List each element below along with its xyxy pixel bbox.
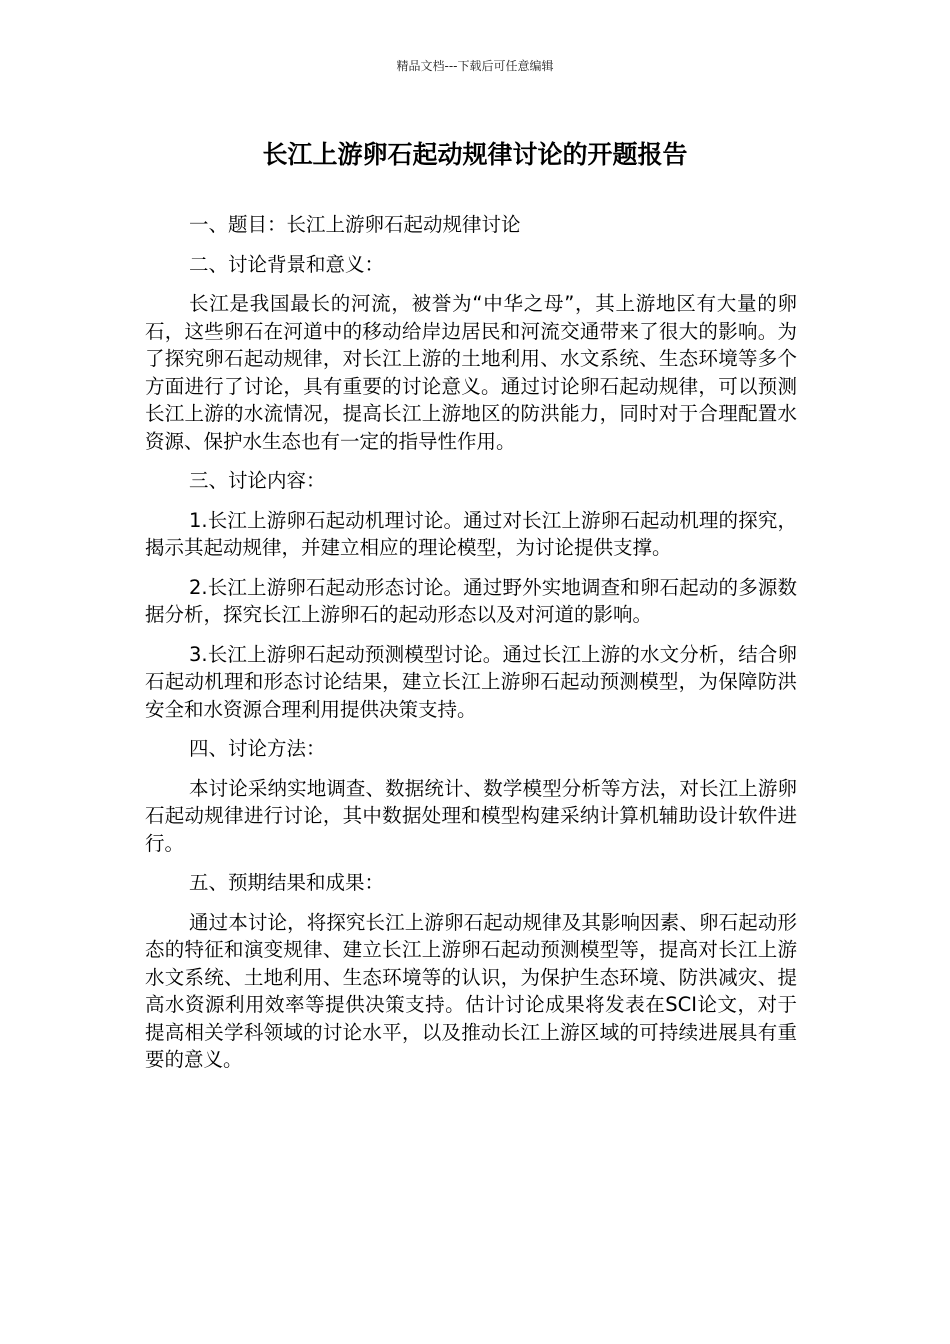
content-item: 1.长江上游卵石起动机理讨论。通过对长江上游卵石起动机理的探究，揭示其起动规律，并建立相应的理论模型，为讨论提供支撑。	[145, 508, 797, 559]
section-content-heading: 三、讨论内容：	[189, 469, 326, 492]
section-results-heading: 五、预期结果和成果：	[189, 871, 385, 894]
content-item: 2.长江上游卵石起动形态讨论。通过野外实地调查和卵石起动的多源数据分析，探究长江上游卵石的起动形态以及对河道的影响。	[145, 575, 797, 626]
section-method-heading: 四、讨论方法：	[189, 737, 326, 760]
document-body	[145, 211, 797, 1074]
section-method-text: 本讨论采纳实地调查、数据统计、数学模型分析等方法，对长江上游卵石起动规律进行讨论，其中数据处理和模型构建采纳计算机辅助设计软件进行。	[145, 776, 797, 855]
section-background-heading: 二、讨论背景和意义：	[189, 252, 385, 276]
section-background-text: 长江是我国最长的河流，被誉为“中华之母”，其上游地区有大量的卵石，这些卵石在河道中的移动给岸边居民和河流交通带来了很大的影响。为了探究卵石起动规律，对长江上游的土地利用、水文系统、生态环境等多个方面进行了讨论，具有重要的讨论意义。通过讨论卵石起动规律，可以预测长江上游的水流情况，提高长江上游地区的防洪能力，同时对于合理配置水资源、保护水生态也有一定的指导性作用。	[145, 292, 797, 453]
document-title: 长江上游卵石起动规律讨论的开题报告	[262, 140, 688, 169]
section-results-text: 通过本讨论，将探究长江上游卵石起动规律及其影响因素、卵石起动形态的特征和演变规律、建立长江上游卵石起动预测模型等，提高对长江上游水文系统、土地利用、生态环境等的认识，为保护生态环境、防洪减灾、提高水资源利用效率等提供决策支持。估计讨论成果将发表在SCI论文，对于提高相关学科领域的讨论水平，以及推动长江上游区域的可持续进展具有重要的意义。	[145, 910, 797, 1071]
header-note: 精品文档---下载后可任意编辑	[396, 59, 554, 73]
content-item: 3.长江上游卵石起动预测模型讨论。通过长江上游的水文分析，结合卵石起动机理和形态讨论结果，建立长江上游卵石起动预测模型，为保障防洪安全和水资源合理利用提供决策支持。	[145, 642, 797, 721]
section-topic: 一、题目：长江上游卵石起动规律讨论	[189, 213, 521, 236]
